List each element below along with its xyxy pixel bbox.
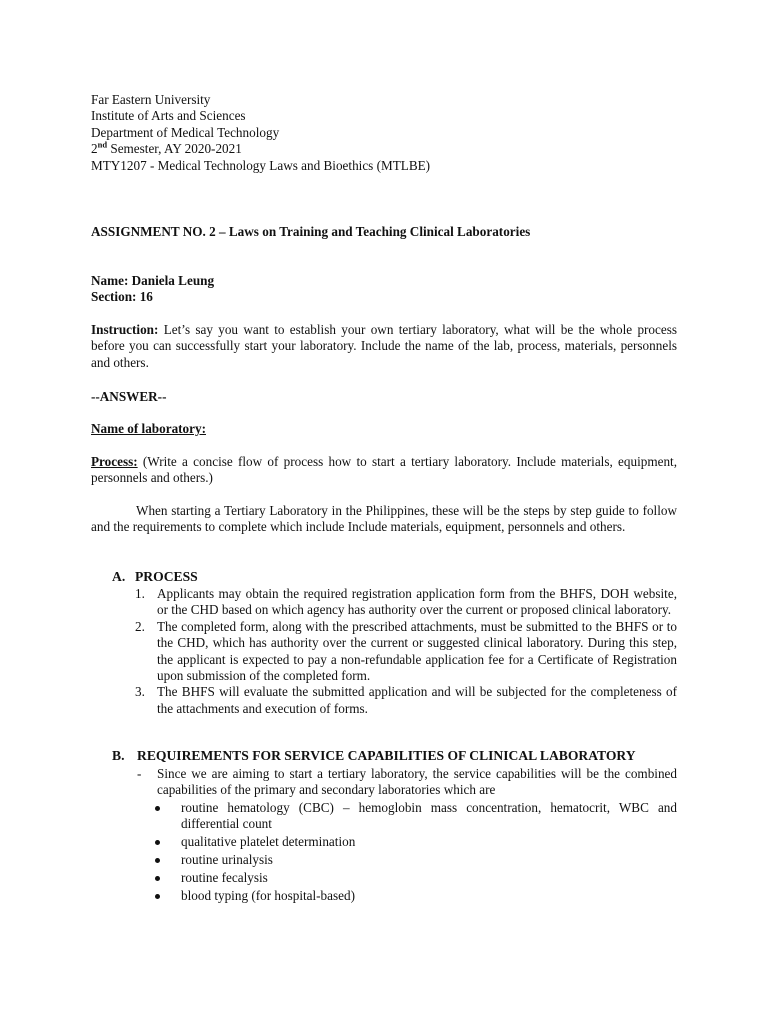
university-name: Far Eastern University bbox=[91, 92, 211, 107]
department-name: Department of Medical Technology bbox=[91, 124, 280, 140]
capability-text: routine fecalysis bbox=[181, 869, 268, 885]
document-header bbox=[91, 92, 677, 174]
step-text: Applicants may obtain the required registration application form from the BHFS, DOH website, or the CHD based on which agency has authority over the current or proposed clinical laboratory. bbox=[157, 586, 677, 618]
bullet-icon bbox=[155, 840, 160, 845]
step-number: 3. bbox=[135, 684, 145, 700]
section-b-heading bbox=[112, 748, 636, 764]
student-info bbox=[91, 273, 677, 306]
bullet-icon bbox=[155, 858, 160, 863]
list-item bbox=[135, 619, 677, 685]
process-intro-text: (Write a concise flow of process how to start a tertiary laboratory. Include materials, equipment, personnels and others.) bbox=[91, 454, 677, 486]
course-title: MTY1207 - Medical Technology Laws and Bioethics (MTLBE) bbox=[91, 157, 431, 173]
step-number: 1. bbox=[135, 586, 145, 601]
step-text: The completed form, along with the prescribed attachments, must be submitted to the BHFS or to the CHD, which has authority over the current or suggested clinical laboratory. During this step, the applicant is expected to pay a non-refundable application fee for a Certificate of Registration upon submission of the completed form. bbox=[157, 618, 677, 684]
capability-text: qualitative platelet determination bbox=[181, 834, 356, 850]
instruction-paragraph bbox=[91, 322, 677, 371]
list-item bbox=[135, 684, 677, 717]
dash-marker: - bbox=[137, 766, 142, 781]
capability-text: routine hematology (CBC) – hemoglobin mass concentration, hematocrit, WBC and differential count bbox=[181, 799, 677, 832]
instruction-text: Let’s say you want to establish your own tertiary laboratory, what will be the whole process before you can successfully start your laboratory. Include the name of the lab, process, materials, personnels and others. bbox=[91, 322, 677, 370]
requirements-intro-text: Since we are aiming to start a tertiary laboratory, the service capabilities will be the combined capabilities of the primary and secondary laboratories which are bbox=[157, 766, 677, 798]
lab-name-label: Name of laboratory: bbox=[91, 421, 206, 436]
process-label: Process: bbox=[91, 454, 138, 469]
section-a-title: PROCESS bbox=[135, 569, 198, 584]
semester-line bbox=[91, 141, 677, 157]
list-item bbox=[135, 766, 677, 904]
section-a-letter: A. bbox=[112, 569, 126, 584]
list-item bbox=[135, 870, 677, 886]
service-capabilities-list bbox=[157, 800, 677, 904]
bullet-icon bbox=[155, 876, 160, 881]
section-a-heading bbox=[112, 569, 198, 585]
process-steps-list bbox=[135, 586, 677, 717]
requirements-list bbox=[135, 766, 677, 904]
semester-number: 2 bbox=[91, 141, 98, 157]
step-number: 2. bbox=[135, 618, 145, 634]
list-item bbox=[135, 800, 677, 833]
list-item bbox=[135, 834, 677, 850]
intro-paragraph: When starting a Tertiary Laboratory in the Philippines, these will be the steps by step guide to follow and the requirements to complete which include Include materials, equipment, personnels and others. bbox=[91, 503, 677, 535]
step-text: The BHFS will evaluate the submitted application and will be subjected for the completeness of the attachments and execution of forms. bbox=[157, 684, 677, 716]
student-section: Section: 16 bbox=[91, 289, 153, 305]
list-item bbox=[135, 586, 677, 619]
semester-text: Semester, AY 2020-2021 bbox=[107, 141, 242, 157]
student-name: Name: Daniela Leung bbox=[91, 273, 215, 288]
instruction-label: Instruction: bbox=[91, 322, 159, 337]
assignment-title: ASSIGNMENT NO. 2 – Laws on Training and Teaching Clinical Laboratories bbox=[91, 224, 531, 239]
answer-heading: --ANSWER-- bbox=[91, 389, 167, 404]
process-intro bbox=[91, 454, 677, 487]
list-item bbox=[135, 852, 677, 868]
capability-text: blood typing (for hospital-based) bbox=[181, 887, 355, 903]
list-item bbox=[135, 888, 677, 904]
section-b-title: REQUIREMENTS FOR SERVICE CAPABILITIES OF CLINICAL LABORATORY bbox=[137, 748, 636, 763]
bullet-icon bbox=[155, 806, 160, 811]
semester-ordinal: nd bbox=[97, 139, 108, 150]
section-b-letter: B. bbox=[112, 748, 125, 763]
capability-text: routine urinalysis bbox=[181, 852, 273, 868]
institute-name: Institute of Arts and Sciences bbox=[91, 108, 246, 124]
bullet-icon bbox=[155, 894, 160, 899]
